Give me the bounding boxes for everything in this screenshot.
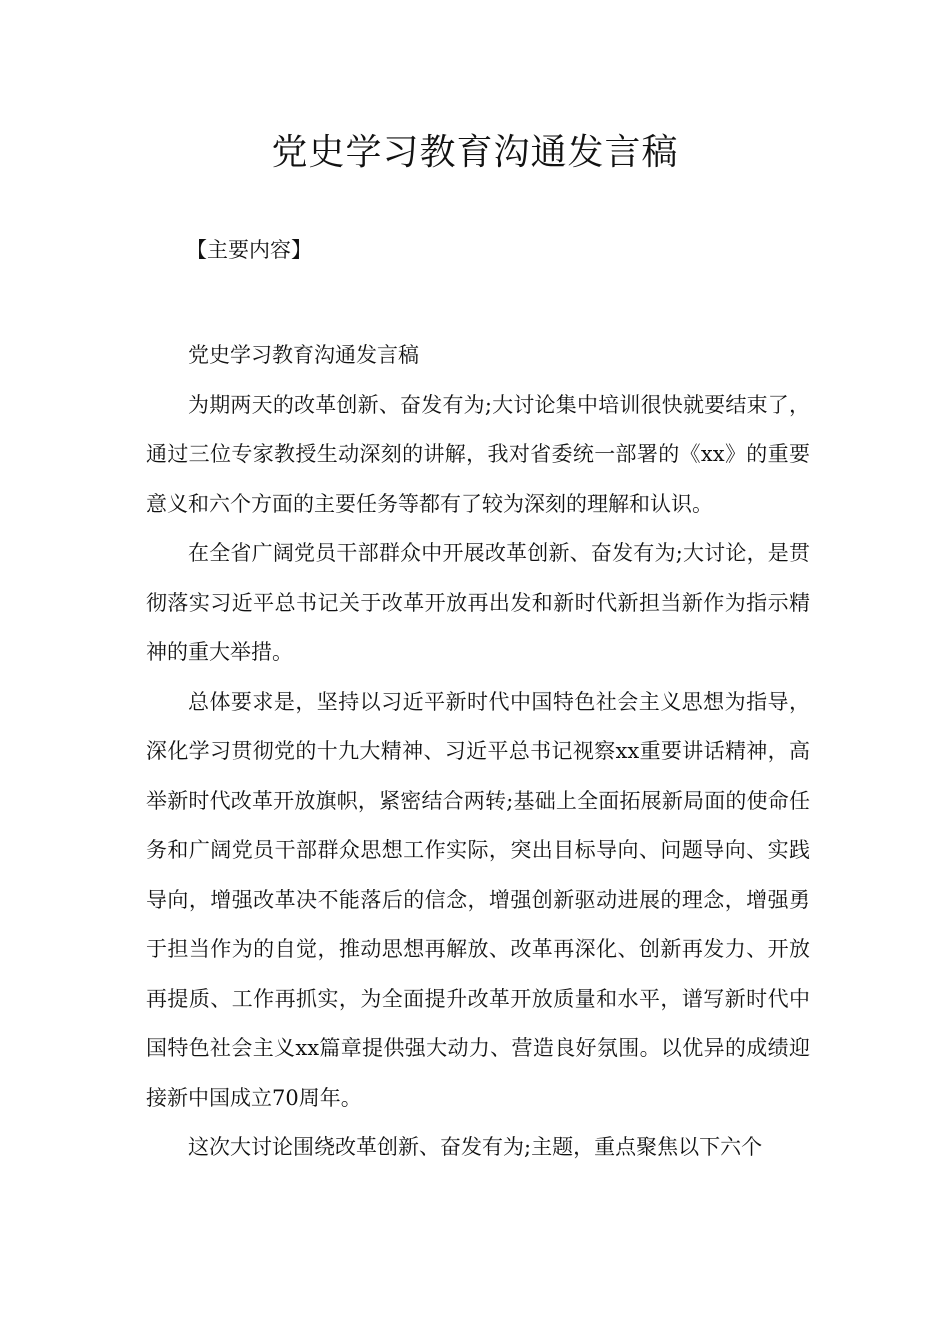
document-title: 党史学习教育沟通发言稿 [271, 132, 679, 173]
paragraph-subtitle: 党史学习教育沟通发言稿 [188, 343, 419, 367]
paragraph: 在全省广阔党员干部群众中开展改革创新、奋发有为;大讨论，是贯彻落实习近平总书记关于改革开放再出发和新时代新担当新作为指示精神的重大举措。 [146, 541, 810, 664]
document-body [146, 331, 810, 1173]
paragraph: 为期两天的改革创新、奋发有为;大讨论集中培训很快就要结束了，通过三位专家教授生动深刻的讲解，我对省委统一部署的《xx》的重要意义和六个方面的主要任务等都有了较为深刻的理解和认识。 [146, 392, 810, 516]
paragraph: 总体要求是，坚持以习近平新时代中国特色社会主义思想为指导，深化学习贯彻党的十九大精神、习近平总书记视察xx重要讲话精神，高举新时代改革开放旗帜，紧密结合两转;基础上全面拓展新局面的使命任务和广阔党员干部群众思想工作实际，突出目标导向、问题导向、实践导向，增强改革决不能落后的信念，增强创新驱动进展的理念，增强勇于担当作为的自觉，推动思想再解放、改革再深化、创新再发力、开放再提质、工作再抓实，为全面提升改革开放质量和水平，谱写新时代中国特色社会主义xx篇章提供强大动力、营造良好氛围。以优异的成绩迎接新中国成立70周年。 [146, 689, 810, 1110]
section-label: 【主要内容】 [186, 238, 312, 262]
paragraph: 这次大讨论围绕改革创新、奋发有为;主题，重点聚焦以下六个 [188, 1135, 763, 1159]
